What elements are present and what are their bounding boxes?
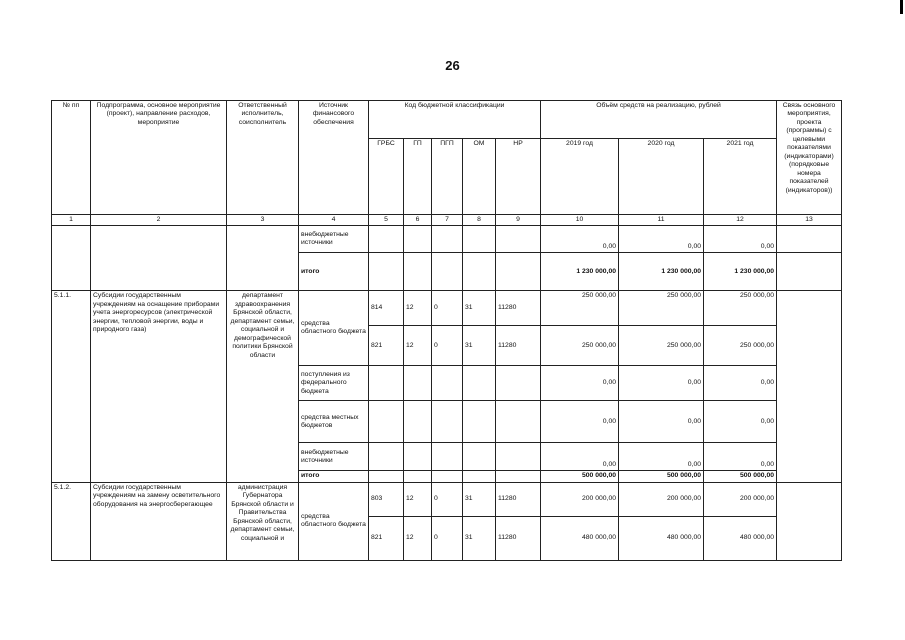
value-cell: 0,00 <box>619 401 704 443</box>
source-cell: средства местных бюджетов <box>299 401 369 443</box>
code-cell: 11280 <box>496 291 541 326</box>
source-cell: итого <box>299 253 369 291</box>
value-cell: 480 000,00 <box>704 516 777 560</box>
code-cell: 12 <box>404 516 432 560</box>
header-source: Источник финансового обеспечения <box>299 101 369 215</box>
header-gp: ГП <box>404 139 432 215</box>
value-cell: 0,00 <box>704 366 777 401</box>
value-cell: 0,00 <box>619 226 704 253</box>
item-responsible: администрация Губернатора Брянской области и Правительства Брянской области, департамент семьи, социальной и <box>227 482 299 560</box>
code-cell: 821 <box>369 326 404 366</box>
edge-mark <box>900 0 903 14</box>
code-cell: 31 <box>463 482 496 516</box>
table-row <box>52 482 842 516</box>
code-cell: 0 <box>432 516 463 560</box>
value-cell: 0,00 <box>619 443 704 471</box>
col-number: 3 <box>227 215 299 226</box>
col-number: 6 <box>404 215 432 226</box>
header-grbs: ГРБС <box>369 139 404 215</box>
header-2021: 2021 год <box>704 139 777 215</box>
value-cell: 250 000,00 <box>619 291 704 326</box>
value-cell: 250 000,00 <box>541 291 619 326</box>
header-link: Связь основного мероприятия, проекта (программы) с целевыми показателями (индикаторами) (порядковые номера показателей (индикаторов)) <box>777 101 842 215</box>
table-row <box>52 291 842 326</box>
value-cell: 500 000,00 <box>704 471 777 482</box>
value-cell: 1 230 000,00 <box>704 253 777 291</box>
value-cell: 250 000,00 <box>704 291 777 326</box>
item-name: Субсидии государственным учреждениям на оснащение приборами учета энергоресурсов (электрической энергии, тепловой энергии, воды и природного газа) <box>91 291 227 482</box>
source-cell: поступления из федерального бюджета <box>299 366 369 401</box>
header-2019: 2019 год <box>541 139 619 215</box>
header-pp: № пп <box>52 101 91 215</box>
header-row-1 <box>52 101 842 139</box>
page-number: 26 <box>445 58 460 73</box>
col-number: 7 <box>432 215 463 226</box>
item-name: Субсидии государственным учреждениям на замену осветительного оборудования на энергосберегающее <box>91 482 227 560</box>
item-number: 5.1.2. <box>52 482 91 560</box>
code-cell: 11280 <box>496 326 541 366</box>
value-cell: 500 000,00 <box>619 471 704 482</box>
col-number: 12 <box>704 215 777 226</box>
value-cell: 200 000,00 <box>541 482 619 516</box>
header-np: НР <box>496 139 541 215</box>
header-responsible: Ответственный исполнитель, соисполнитель <box>227 101 299 215</box>
code-cell: 803 <box>369 482 404 516</box>
source-cell: внебюджетные источники <box>299 443 369 471</box>
code-cell: 821 <box>369 516 404 560</box>
value-cell: 0,00 <box>541 401 619 443</box>
value-cell: 0,00 <box>541 366 619 401</box>
code-cell: 12 <box>404 326 432 366</box>
col-number: 2 <box>91 215 227 226</box>
budget-table <box>51 100 842 561</box>
value-cell: 0,00 <box>704 443 777 471</box>
code-cell: 0 <box>432 326 463 366</box>
value-cell: 250 000,00 <box>619 326 704 366</box>
code-cell: 12 <box>404 482 432 516</box>
value-cell: 0,00 <box>704 226 777 253</box>
value-cell: 250 000,00 <box>704 326 777 366</box>
header-2020: 2020 год <box>619 139 704 215</box>
col-number: 11 <box>619 215 704 226</box>
value-cell: 250 000,00 <box>541 326 619 366</box>
value-cell: 480 000,00 <box>619 516 704 560</box>
value-cell: 200 000,00 <box>619 482 704 516</box>
value-cell: 500 000,00 <box>541 471 619 482</box>
code-cell: 0 <box>432 482 463 516</box>
header-budget-code: Код бюджетной классификации <box>369 101 541 139</box>
source-cell: средства областного бюджета <box>299 482 369 560</box>
code-cell: 0 <box>432 291 463 326</box>
code-cell: 31 <box>463 516 496 560</box>
col-number: 13 <box>777 215 842 226</box>
source-cell: средства областного бюджета <box>299 291 369 366</box>
header-subprogram: Подпрограмма, основное мероприятие (проект), направление расходов, мероприятие <box>91 101 227 215</box>
value-cell: 0,00 <box>704 401 777 443</box>
item-number: 5.1.1. <box>52 291 91 482</box>
value-cell: 200 000,00 <box>704 482 777 516</box>
value-cell: 0,00 <box>619 366 704 401</box>
col-number: 9 <box>496 215 541 226</box>
column-number-row <box>52 215 842 226</box>
code-cell: 814 <box>369 291 404 326</box>
value-cell: 0,00 <box>541 443 619 471</box>
col-number: 10 <box>541 215 619 226</box>
code-cell: 12 <box>404 291 432 326</box>
code-cell: 31 <box>463 291 496 326</box>
item-responsible: департамент здравоохранения Брянской области, департамент семьи, социальной и демографической политики Брянской области <box>227 291 299 482</box>
col-number: 4 <box>299 215 369 226</box>
code-cell: 31 <box>463 326 496 366</box>
col-number: 8 <box>463 215 496 226</box>
header-pgp: ПГП <box>432 139 463 215</box>
header-om: ОМ <box>463 139 496 215</box>
value-cell: 0,00 <box>541 226 619 253</box>
col-number: 5 <box>369 215 404 226</box>
source-cell: внебюджетные источники <box>299 226 369 253</box>
value-cell: 1 230 000,00 <box>619 253 704 291</box>
header-volume: Объём средств на реализацию, рублей <box>541 101 777 139</box>
code-cell: 11280 <box>496 482 541 516</box>
value-cell: 1 230 000,00 <box>541 253 619 291</box>
code-cell: 11280 <box>496 516 541 560</box>
value-cell: 480 000,00 <box>541 516 619 560</box>
table-row <box>52 226 842 253</box>
source-cell: итого <box>299 471 369 482</box>
col-number: 1 <box>52 215 91 226</box>
